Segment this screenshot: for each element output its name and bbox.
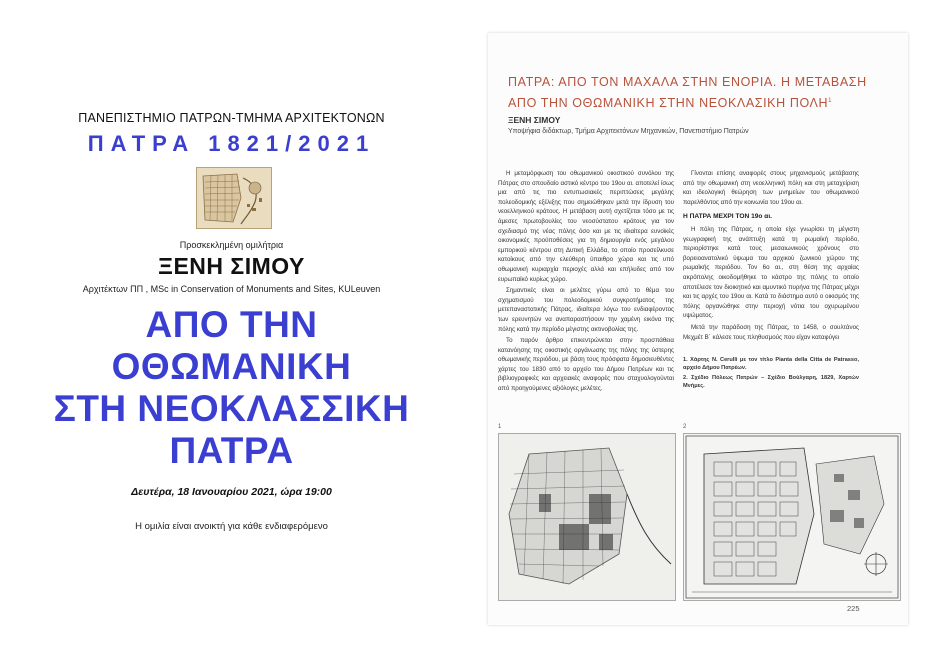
map-drawing-2 bbox=[684, 434, 900, 600]
article-affiliation: Υποψήφια διδάκτωρ, Τμήμα Αρχιτεκτόνων Μηχανικών, Πανεπιστήμιο Πατρών bbox=[508, 128, 749, 135]
text-column-left bbox=[498, 169, 674, 396]
footnotes bbox=[683, 356, 859, 390]
article-title-line2: ΑΠΟ ΤΗΝ ΟΘΩΜΑΝΙΚΗ ΣΤΗΝ ΝΕΟΚΛΑΣΙΚΗ ΠΟΛΗ$^1$ bbox=[508, 96, 833, 111]
section-heading: Η ΠΑΤΡΑ ΜΕΧΡΙ ΤΟΝ 19ο αι. bbox=[683, 213, 772, 221]
poster bbox=[0, 0, 463, 658]
figure-number: 2 bbox=[683, 424, 687, 430]
paragraph: Η μεταμόρφωση του οθωμανικού οικιστικού συνόλου της Πάτρας στο σπουδαίο αστικό κέντρο του 19ου αι. αποτελεί ίσως μια από τις πιο εντυπωσιακές περιπτώσεις μεγάλης πολεοδομικής εξέλιξης που σημειώθηκαν μετά την ίδρυση του νεοελληνικού κράτους. Η μετάβαση αυτή σχετίζεται τόσο με τις άμεσες πρωτοβουλίες του νεοσύστατου κράτους για τον σχεδιασμό της νέας πόλης όσο και με τις ιδιαίτερα ευνοϊκές οικονομικές προϋποθέσεις για τη δημιουργία ενός μεγάλου εμπορικού κέντρου στη Δυτική Ελλάδα, το οποίο προσείλκυσε κατοίκους από την ελεύθερη ύπαιθρο χώρα και τις υπό οθωμανική κυριαρχία περιοχές αλλά και επήλυδες από τον ευρωπαϊκό κυρίως χώρο. bbox=[498, 170, 674, 283]
map-drawing-1 bbox=[499, 434, 675, 600]
university-heading: ΠΑΝΕΠΙΣΤΗΜΙΟ ΠΑΤΡΩΝ-ΤΜΗΜΑ ΑΡΧΙΤΕΚΤΟΝΩΝ bbox=[78, 111, 385, 125]
footnote: 2. Σχέδιο Πόλεως Πατρών – Σχέδιο Βούλγαρη, 1829, Χαρτών Μνήμες. bbox=[683, 375, 859, 390]
title-footnote-mark: 1 bbox=[828, 98, 833, 104]
speaker-credentials: Αρχιτέκτων ΠΠ , MSc in Conservation of Monuments and Sites, KULeuven bbox=[82, 284, 381, 294]
figure-number: 1 bbox=[498, 424, 502, 430]
paragraph: Γίνονται επίσης αναφορές στους μηχανισμούς μετάβασης από την οθωμανική στη νεοελληνική πόλη και στη μεταχείριση και ιδεολογική θεώρηση των μνημείων του οθωμανικού παρελθόντος από την κοινωνία του 19ου αι. bbox=[683, 170, 859, 206]
talk-title-line: ΠΑΤΡΑ bbox=[169, 430, 294, 471]
year-title: ΠΑΤΡΑ 1821/2021 bbox=[87, 131, 376, 156]
paragraph: Σημαντικές είναι οι μελέτες γύρω από το θέμα του σχηματισμού του πολεοδομικού συγκροτήματος της μετεπαναστατικής Πάτρας, ιδιαίτερα λόγω του ενδιαφέροντος των ερευνητών να αναπαραστήσουν την χαμένη εικόνα της πόλης κατά την περίοδο μέγιστης ακτινοβολίας της. bbox=[498, 287, 674, 333]
speaker-name: ΞΕΝΗ ΣΙΜΟΥ bbox=[158, 253, 305, 279]
historic-map-thumbnail bbox=[196, 167, 272, 229]
paragraph: Μετά την παράδοση της Πάτρας, το 1458, ο σουλτάνος Μεχμέτ Β΄ κάλεσε τους πληθυσμούς που είχαν καταφύγει bbox=[683, 323, 859, 341]
paragraph: Το παρόν άρθρο επικεντρώνεται στην προσπάθεια κατανόησης της οικιστικής οργάνωσης της πόλης της ύστερης οθωμανικής περιόδου, με βάση τους πρόσφατα δημοσιευθέντες χάρτες του 1830 από το αρχείο του Δήμου Πατρέων και τις βιβλιογραφικές και αρχειακές αναφορές που σταχυολογούνται από προηγούμενες αξιόλογες μελέτες. bbox=[498, 337, 674, 393]
talk-title-line: ΟΘΩΜΑΝΙΚΗ bbox=[111, 346, 352, 387]
talk-title-line: ΑΠΟ ΤΗΝ bbox=[145, 304, 318, 345]
open-note: Η ομιλία είναι ανοικτή για κάθε ενδιαφερόμενο bbox=[135, 521, 328, 532]
article-title-line1: ΠΑΤΡΑ: ΑΠΟ ΤΟΝ ΜΑΧΑΛΑ ΣΤΗΝ ΕΝΟΡΙΑ. Η ΜΕΤΑΒΑΣΗ bbox=[508, 75, 867, 89]
paragraph: Η πόλη της Πάτρας, η οποία είχε γνωρίσει τη μέγιστη γεωγραφική της ανάπτυξη κατά τη ρωμαϊκή περίοδο, περιορίστηκε κατά τους μεσαιωνικούς χρόνους στο βορειοανατολικό ύψωμα του αρχικού ζωνικού χώρου της ρωμαϊκής περιόδου. Τον 6ο αι., στη θέση της αρχαίας ακρόπολης οικοδομήθηκε το κάστρο της πόλης το οποίο αποτέλεσε τον διοικητικό και αμυντικό πυρήνα της Πάτρας μέχρι και τις αρχές του 19ου αι. Κατά το διάστημα αυτό ο οικισμός της πόλης οργανώθηκε στην περιοχή νότια του οχυρωμένου υψώματος. bbox=[683, 225, 859, 320]
talk-date: Δευτέρα, 18 Ιανουαρίου 2021, ώρα 19:00 bbox=[131, 486, 332, 498]
talk-title bbox=[0, 304, 463, 472]
text-column-right bbox=[683, 169, 859, 392]
article-title bbox=[508, 73, 903, 113]
footnote: 1. Χάρτης N. Cerulli με τον τίτλο Pianta della Citta de Patrasso, αρχείο Δήμου Πατρέων. bbox=[683, 357, 859, 372]
invited-speaker-label: Προσκεκλημένη ομιλήτρια bbox=[179, 240, 284, 250]
article-page bbox=[488, 33, 908, 625]
figure-map-1 bbox=[498, 433, 676, 601]
page-number: 225 bbox=[847, 604, 860, 613]
talk-title-line: ΣΤΗ ΝΕΟΚΛΑΣΣΙΚΗ bbox=[53, 388, 410, 429]
figure-map-2 bbox=[683, 433, 901, 601]
map-thumbnail-drawing bbox=[197, 168, 271, 228]
article-author: ΞΕΝΗ ΣΙΜΟΥ bbox=[508, 115, 561, 125]
